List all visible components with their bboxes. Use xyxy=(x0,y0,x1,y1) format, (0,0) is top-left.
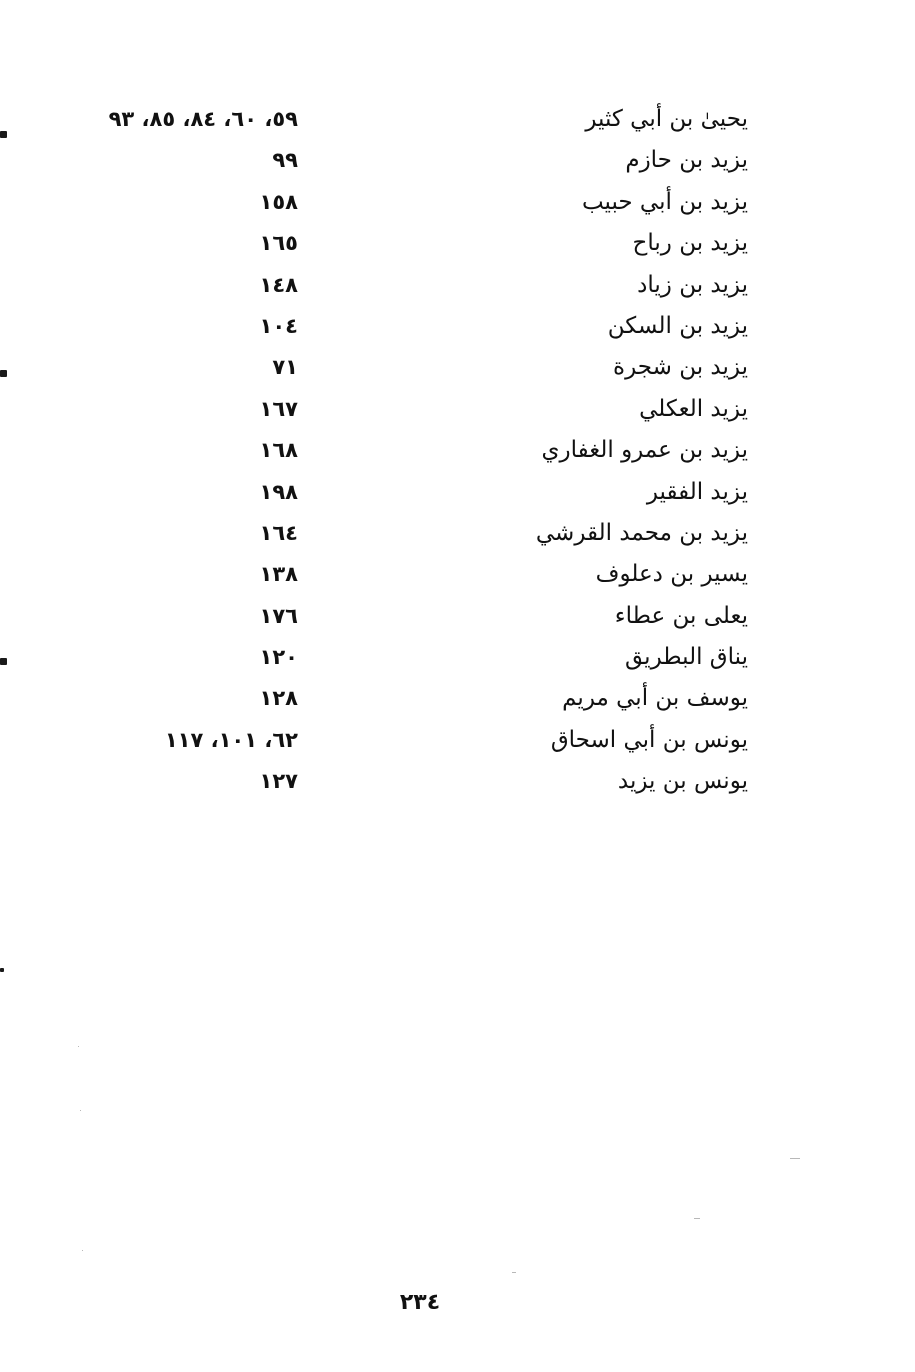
entry-page-refs: ١٦٧ xyxy=(259,396,298,421)
entry-name: يزيد بن عمرو الغفاري xyxy=(541,437,748,464)
index-entry xyxy=(0,309,915,350)
entry-page-refs: ١٢٧ xyxy=(259,769,298,794)
index-entry xyxy=(0,226,915,267)
entry-name: يزيد بن زياد xyxy=(637,271,748,298)
entry-name: يزيد بن أبي حبيب xyxy=(581,188,748,215)
entry-name: يزيد بن حازم xyxy=(625,147,748,174)
scan-speck xyxy=(78,1046,79,1047)
entry-name: يونس بن يزيد xyxy=(617,768,748,795)
scan-edge-mark xyxy=(0,370,7,377)
entry-name: يزيد بن رباح xyxy=(632,230,748,257)
entry-name: يزيد العكلي xyxy=(639,395,748,422)
entry-name: يزيد بن شجرة xyxy=(613,354,748,381)
scan-edge-mark xyxy=(0,658,7,665)
entry-page-refs: ١٢٠ xyxy=(259,645,298,670)
entry-page-refs: ١٣٨ xyxy=(259,562,298,587)
index-entry xyxy=(0,143,915,184)
name-index-list xyxy=(0,102,915,806)
entry-name: يزيد الفقير xyxy=(646,478,748,505)
entry-name: يحيیٰ بن أبي كثير xyxy=(585,106,748,132)
index-entry xyxy=(0,516,915,557)
index-entry xyxy=(0,102,915,143)
index-entry xyxy=(0,433,915,474)
entry-page-refs: ١٥٨ xyxy=(259,189,298,214)
entry-name: يوسف بن أبي مريم xyxy=(562,685,748,712)
entry-page-refs: ٥٩، ٦٠، ٨٤، ٨٥، ٩٣ xyxy=(108,107,298,131)
entry-page-refs: ١٦٤ xyxy=(259,520,298,545)
entry-name: يزيد بن محمد القرشي xyxy=(535,519,748,546)
entry-page-refs: ٩٩ xyxy=(272,148,298,173)
scan-speck xyxy=(790,1158,800,1159)
entry-page-refs: ١٠٤ xyxy=(259,313,298,338)
entry-name: يناق البطريق xyxy=(625,644,748,671)
index-entry xyxy=(0,392,915,433)
index-entry xyxy=(0,268,915,309)
scan-speck xyxy=(512,1272,516,1273)
page-number: ٢٣٤ xyxy=(399,1290,441,1315)
index-entry xyxy=(0,557,915,598)
entry-page-refs: ١٦٨ xyxy=(259,438,298,463)
index-entry xyxy=(0,681,915,722)
scan-edge-mark xyxy=(0,968,4,972)
entry-name: يسير بن دعلوف xyxy=(595,561,748,588)
scan-speck xyxy=(80,1110,81,1111)
scan-edge-mark xyxy=(0,131,7,138)
entry-name: يونس بن أبي اسحاق xyxy=(550,726,748,753)
entry-page-refs: ٦٢، ١٠١، ١١٧ xyxy=(164,727,298,752)
index-entry xyxy=(0,185,915,226)
entry-name: يعلى بن عطاء xyxy=(614,602,748,629)
entry-page-refs: ١٤٨ xyxy=(259,272,298,297)
entry-page-refs: ١٦٥ xyxy=(259,231,298,256)
index-entry xyxy=(0,350,915,391)
scan-speck xyxy=(694,1218,700,1219)
index-entry xyxy=(0,723,915,764)
entry-page-refs: ١٢٨ xyxy=(259,686,298,711)
entry-page-refs: ٧١ xyxy=(272,355,298,380)
entry-page-refs: ١٩٨ xyxy=(259,479,298,504)
index-entry xyxy=(0,475,915,516)
entry-page-refs: ١٧٦ xyxy=(259,603,298,628)
scan-speck xyxy=(82,1250,83,1251)
index-entry xyxy=(0,764,915,805)
index-entry xyxy=(0,640,915,681)
index-entry xyxy=(0,599,915,640)
entry-name: يزيد بن السكن xyxy=(607,312,748,339)
